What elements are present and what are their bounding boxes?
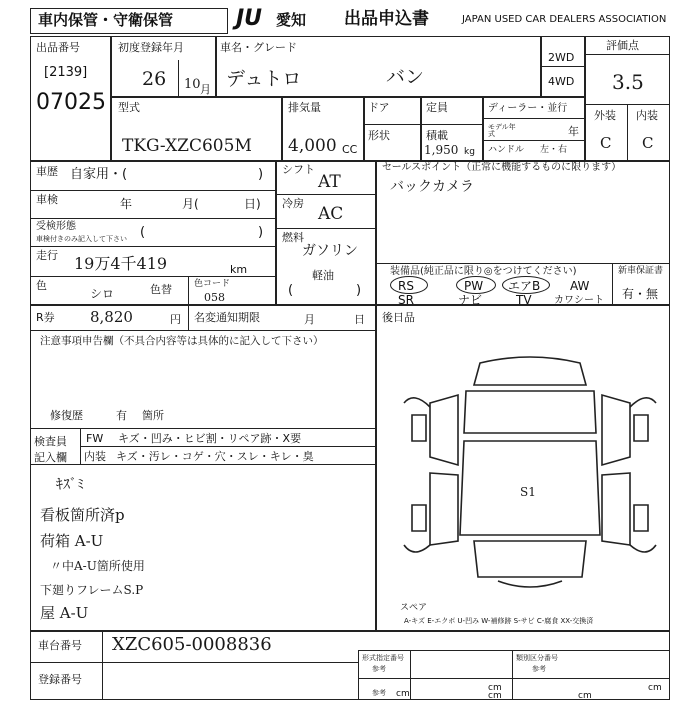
model-year-label: モデル年式 (488, 123, 516, 138)
logo-mark: JU (236, 6, 263, 31)
spare-label: スペア (400, 603, 428, 613)
warranty-value: 有・無 (622, 287, 659, 301)
size-ref: 参考 (372, 689, 386, 697)
color-tone-label: 色替 (150, 283, 172, 296)
shift-value: AT (318, 172, 341, 192)
cm-unit: cm (648, 683, 662, 693)
shift-label: シフト (282, 163, 315, 176)
equipment-pw: PW (464, 279, 484, 293)
mileage-label: 走行 (36, 249, 58, 262)
mileage-value: 19万4千419 (74, 254, 168, 273)
divider (358, 650, 670, 651)
divider (188, 304, 189, 330)
equipment-sr: SR (398, 293, 414, 307)
score-value: 3.5 (612, 70, 644, 94)
divider (540, 66, 584, 67)
receipt-label: 受検形態 (36, 221, 76, 232)
diagram-mark: S1 (520, 485, 536, 499)
dealer-label: ディーラー・並行 (488, 103, 568, 114)
cm-unit: cm (488, 683, 502, 693)
inspection-day: 日) (244, 197, 261, 211)
load-unit: kg (464, 147, 475, 157)
fuel-paren: ( (288, 283, 294, 298)
equipment-label: 装備品(純正品に限り◎をつけてください) (390, 266, 577, 277)
storage-label: 車内保管・守衛保管 (38, 11, 174, 29)
equipment-rs: RS (398, 279, 414, 293)
divider (30, 218, 275, 219)
chassis-value: XZC605-0008836 (112, 634, 272, 655)
divider (30, 662, 358, 663)
divider (612, 263, 613, 304)
note-line: 屋 A-U (40, 604, 89, 622)
divider (30, 630, 670, 632)
displacement-unit: CC (342, 143, 358, 156)
inspection-month: 月( (182, 197, 199, 211)
exterior-score: C (600, 134, 612, 152)
circle-mark (456, 276, 496, 294)
equipment-aw: AW (570, 279, 590, 293)
note-line: 荷箱 A-U (40, 532, 104, 550)
form-title: 出品申込書 (344, 9, 429, 29)
equipment-seat: カワシート (554, 295, 604, 306)
divider (275, 228, 375, 229)
score-label: 評価点 (606, 39, 639, 52)
equipment-tv: TV (516, 293, 532, 307)
receipt-close: ) (258, 225, 264, 240)
registration-month: 10 (184, 77, 201, 92)
model-value: TKG-XZC605M (122, 136, 252, 156)
displacement-value: 4,000 (288, 136, 337, 156)
divider (627, 104, 628, 160)
fuel-label: 燃料 (282, 231, 304, 244)
note-line: 看板箇所済p (40, 506, 125, 524)
divider (30, 190, 275, 191)
divider (482, 140, 584, 141)
form-number-ref: 参考 (372, 665, 386, 673)
selling-text: バックカメラ (390, 179, 474, 195)
divider (275, 194, 375, 195)
note-line: 〃中A-U箇所使用 (50, 559, 145, 573)
color-code: 058 (204, 291, 225, 304)
registration-label: 初度登録年月 (118, 41, 184, 54)
registration-year: 26 (142, 68, 167, 90)
divider (30, 276, 275, 277)
divider (410, 650, 411, 700)
recycle-label: R券 (36, 311, 55, 324)
divider (375, 160, 377, 304)
note-line: ｷｽﾞﾐ (56, 477, 84, 493)
divider (102, 630, 103, 700)
car-name: デュトロ (226, 68, 302, 90)
divider (375, 304, 377, 630)
exterior-label: 外装 (594, 109, 616, 122)
category-label: 類別区分番号 (516, 654, 558, 662)
history-value: 自家用・( (70, 167, 128, 182)
notice-label: 注意事項申告欄（不具合内容等は具体的に記入して下さい） (40, 335, 324, 347)
history-label: 車歴 (36, 165, 58, 178)
association-name: JAPAN USED CAR DEALERS ASSOCIATION (462, 14, 667, 25)
interior-score: C (642, 134, 654, 152)
cm-unit: cm (578, 691, 592, 701)
repair-label: 修復歴 (50, 409, 83, 422)
displacement-label: 排気量 (288, 101, 321, 114)
divider (281, 96, 283, 160)
tax-month: 月 (304, 313, 315, 326)
divider (215, 36, 217, 96)
repair-place: 箇所 (142, 409, 164, 422)
aircon-value: AC (318, 204, 344, 224)
aircon-label: 冷房 (282, 197, 304, 210)
entry-label: 記入欄 (34, 451, 67, 464)
divider (110, 96, 584, 98)
drive-4wd: 4WD (548, 75, 575, 88)
form-number-label: 形式指定番号 (362, 654, 404, 662)
divider (482, 118, 584, 119)
capacity-label: 定員 (426, 101, 448, 114)
divider (188, 276, 189, 304)
divider (584, 54, 670, 55)
shape-label: 形状 (368, 129, 390, 142)
warranty-label: 新車保証書 (618, 266, 664, 276)
category-ref: 参考 (532, 665, 546, 673)
divider (30, 246, 275, 247)
cm-unit: cm (396, 689, 410, 699)
divider (420, 96, 422, 160)
fuel-value: ガソリン (302, 243, 358, 259)
divider (30, 428, 375, 429)
lot-bracket-number: [2139] (44, 65, 88, 80)
divider (358, 678, 670, 679)
color-code-label: 色コード (194, 279, 231, 289)
plate-label: 登録番号 (38, 673, 82, 686)
divider (275, 160, 277, 304)
divider (178, 60, 179, 96)
divider (358, 650, 359, 700)
receipt-note: 車検付きのみ記入して下さい (36, 235, 127, 243)
recycle-value: 8,820 (90, 308, 133, 326)
cm-unit: cm (488, 691, 502, 701)
tax-label: 名変通知期限 (194, 311, 260, 324)
equipment-navi: ナビ (458, 293, 483, 307)
chassis-label: 車台番号 (38, 639, 82, 652)
load-label: 積載 (426, 129, 448, 142)
inspector-interior-line: キズ・汚レ・コゲ・穴・スレ・キレ・臭 (116, 450, 314, 463)
divider (482, 96, 484, 160)
divider (80, 446, 375, 447)
divider (512, 650, 513, 700)
color-value: シロ (90, 287, 115, 301)
fuel-close: ) (356, 283, 362, 298)
circle-mark (502, 276, 550, 294)
model-label: 型式 (118, 101, 140, 114)
handle-label: ハンドル (488, 145, 525, 155)
inspector-exterior-line: キズ・凹み・ヒビ割・リペア跡・X要 (118, 432, 302, 445)
divider (375, 263, 670, 264)
history-close: ) (258, 167, 264, 182)
registration-month-unit: 月 (200, 83, 211, 96)
lot-number: 07025 (36, 90, 106, 115)
circle-mark (390, 276, 428, 294)
inspection-year: 年 (120, 197, 133, 211)
color-label: 色 (36, 279, 47, 292)
divider (30, 464, 375, 465)
recycle-unit: 円 (170, 313, 181, 326)
divider (363, 124, 482, 125)
inspector-label: 検査員 (34, 435, 67, 448)
divider (80, 428, 81, 464)
load-value: 1,950 (424, 143, 459, 157)
model-year-unit: 年 (568, 125, 579, 138)
divider (30, 330, 375, 331)
repair-has: 有 (116, 409, 127, 422)
door-label: ドア (368, 101, 390, 114)
inspector-interior: 内装 (84, 450, 106, 463)
drive-2wd: 2WD (548, 51, 575, 64)
lot-label: 出品番号 (36, 41, 80, 54)
receipt-paren: ( (140, 225, 146, 240)
car-grade: バン (386, 66, 425, 88)
fuel-alt: 軽油 (312, 269, 334, 282)
divider (110, 36, 112, 160)
selling-label: セールスポイント（正常に機能するものに限ります） (382, 162, 622, 173)
car-diagram (400, 345, 660, 605)
damage-legend: A-キズ E-エクボ U-凹み W-補修跡 S-サビ C-腐食 XX-交換済 (404, 617, 594, 625)
mileage-unit: km (230, 263, 248, 276)
note-line: 下廻りフレームS.P (40, 583, 144, 597)
logo-region: 愛知 (276, 11, 307, 29)
inspection-label: 車検 (36, 193, 58, 206)
inspector-fw: FW (86, 432, 104, 445)
tax-day: 日 (354, 313, 365, 326)
equipment-airbag: エアB (508, 279, 541, 293)
after-label: 後日品 (382, 311, 415, 324)
car-name-label: 車名・グレード (220, 41, 297, 54)
handle-options: 左・右 (540, 145, 568, 155)
interior-label: 内装 (636, 109, 658, 122)
divider (363, 96, 365, 160)
